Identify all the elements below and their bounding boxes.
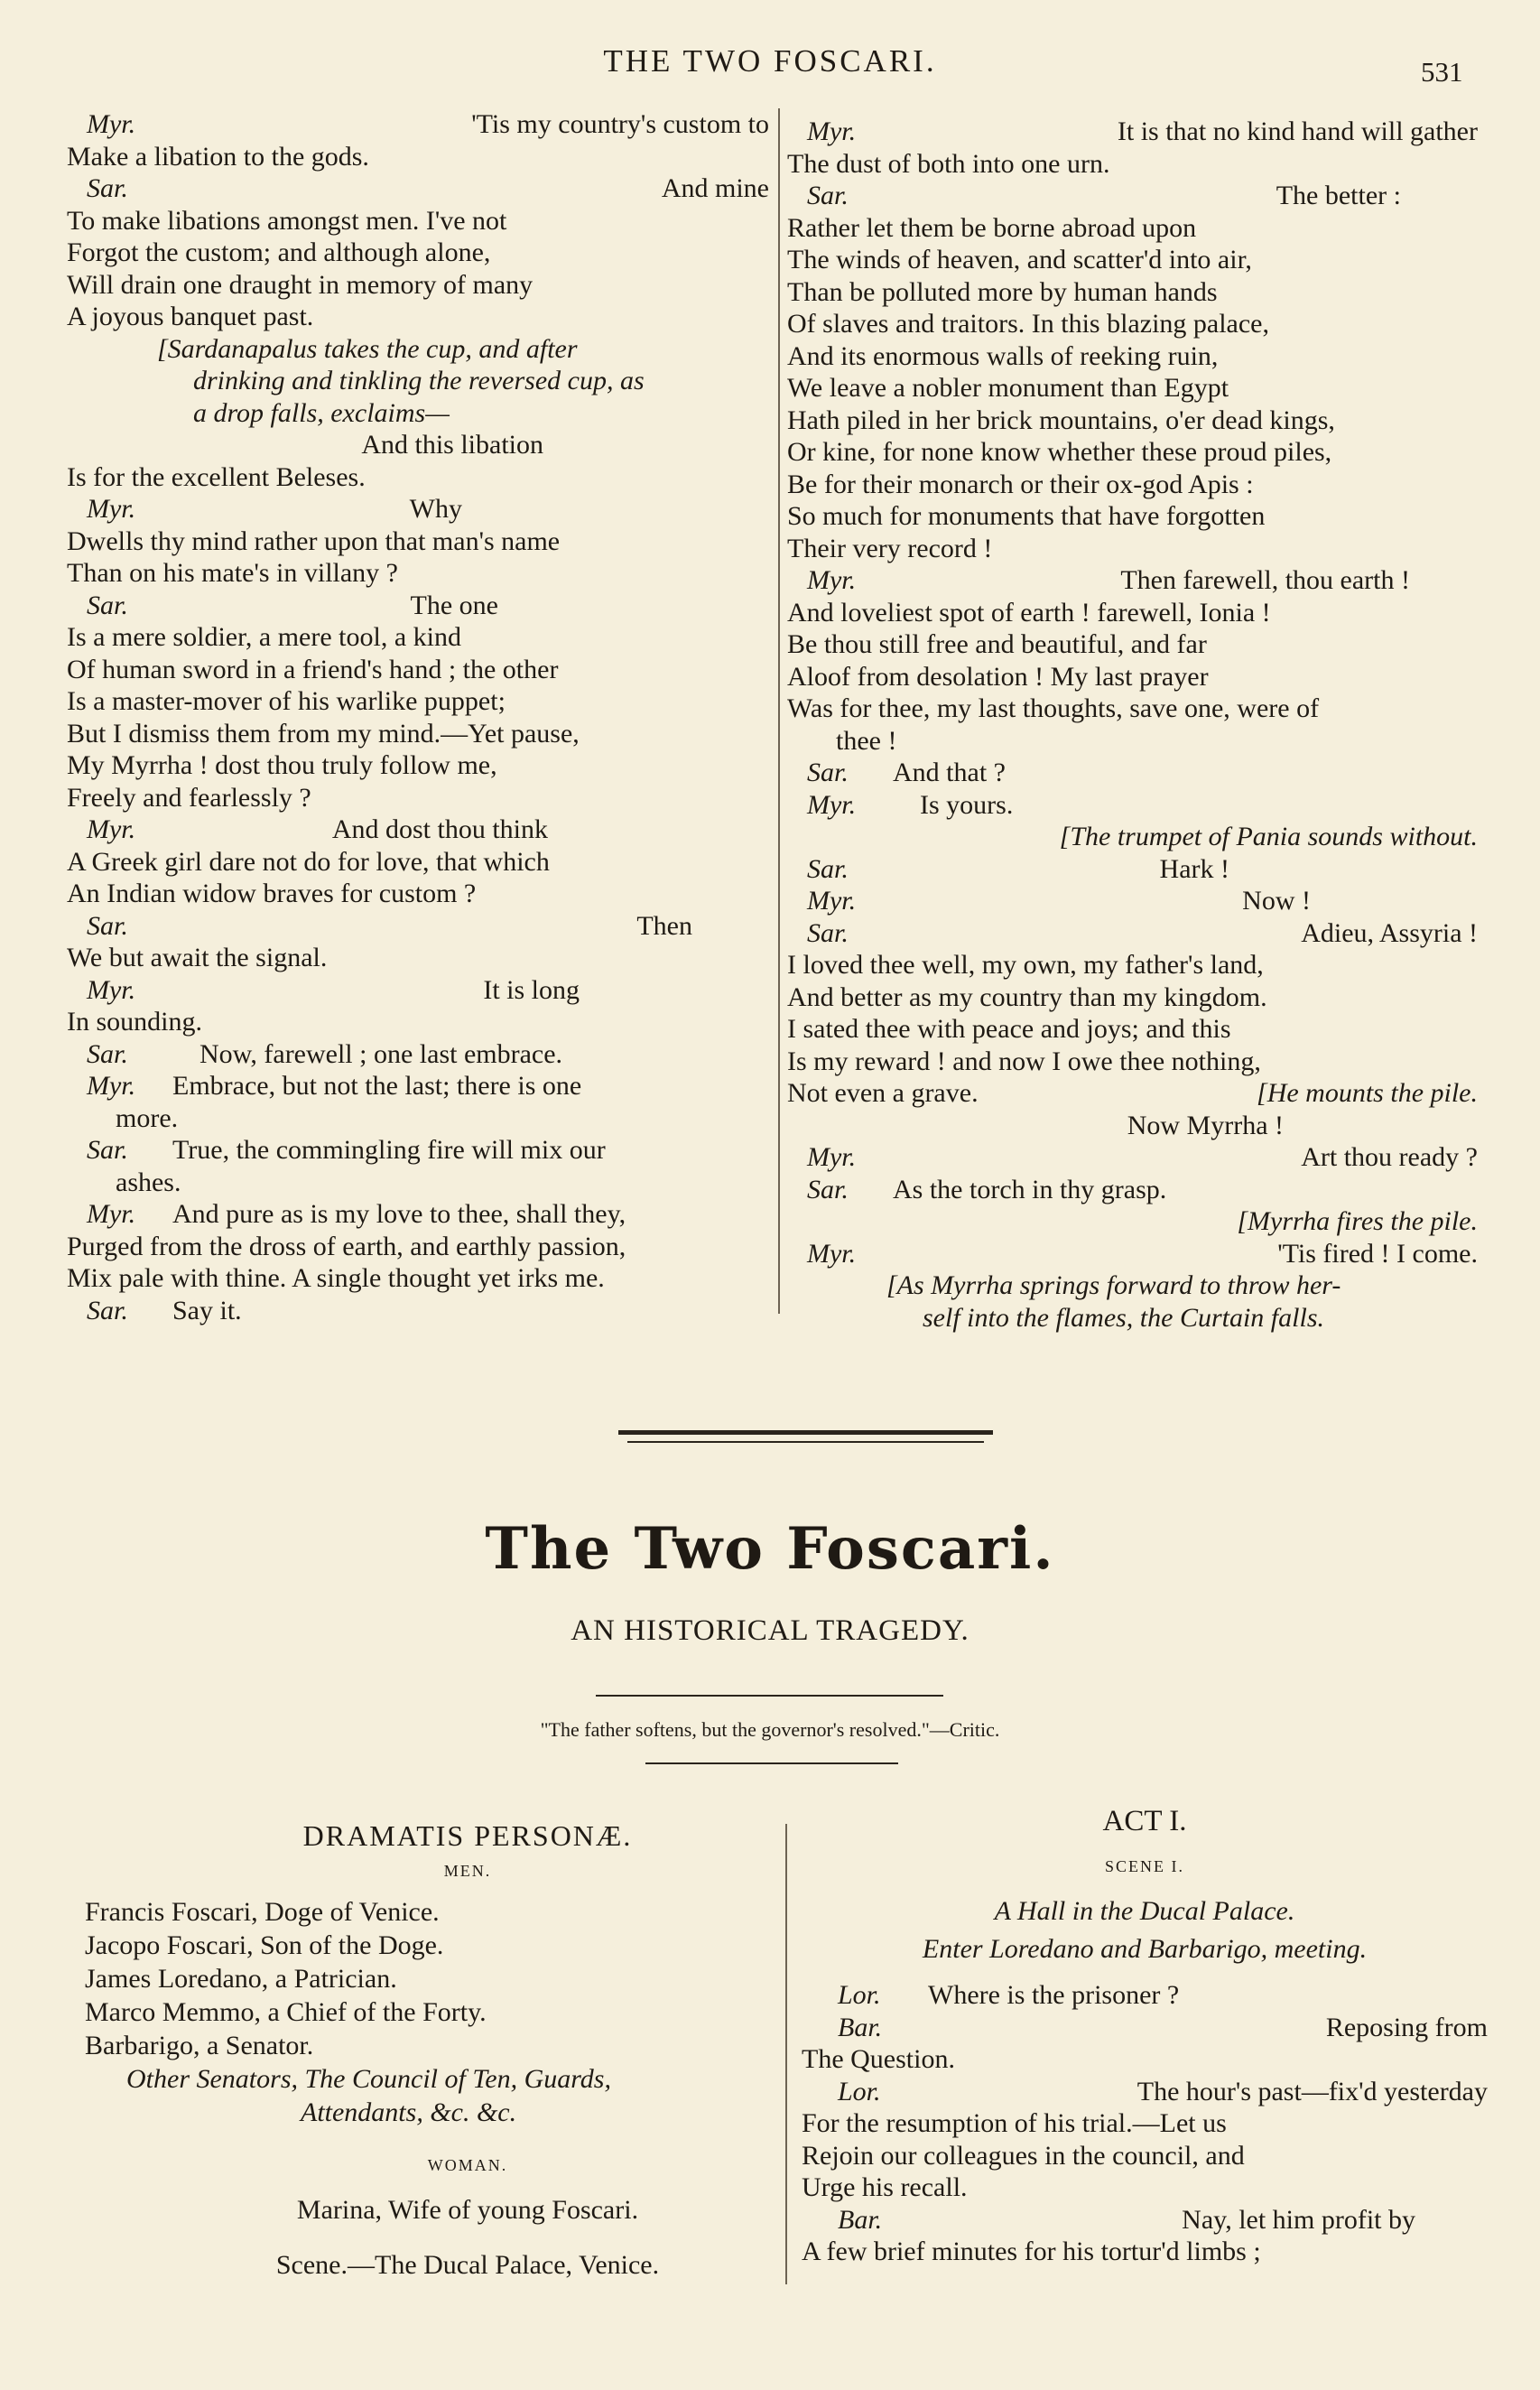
verse-text: Be thou still free and beautiful, and far — [787, 629, 1207, 659]
verse-line — [67, 1102, 769, 1135]
verse-line — [67, 269, 769, 302]
verse-line — [67, 782, 769, 814]
scene-label: SCENE I. — [1105, 1856, 1184, 1875]
play-title: The Two Foscari. — [485, 1515, 1055, 1583]
verse-line — [787, 148, 1478, 181]
speaker-name: Myr. — [807, 565, 857, 595]
men-label: MEN. — [443, 1862, 492, 1880]
speaker-name: Bar. — [838, 2204, 883, 2235]
verse-line — [787, 1077, 1478, 1110]
verse-line — [787, 1141, 1478, 1174]
verse-text: more. — [116, 1102, 179, 1133]
verse-text: We but await the signal. — [67, 943, 328, 972]
speaker-name: Myr. — [807, 789, 857, 820]
speaker-name: Sar. — [87, 1135, 128, 1165]
verse-line — [787, 1238, 1478, 1270]
verse-text: The dust of both into one urn. — [787, 148, 1110, 179]
verse-text: Aloof from desolation ! My last prayer — [787, 661, 1209, 692]
verse-line — [67, 974, 769, 1007]
verse-line — [67, 718, 769, 750]
verse-line — [787, 725, 1478, 758]
stage-direction: [Myrrha fires the pile. — [1237, 1206, 1478, 1236]
verse-text: A few brief minutes for his tortur'd limbs ; — [802, 2237, 1261, 2266]
scene-line: Scene.—The Ducal Palace, Venice. — [275, 2250, 660, 2280]
character-entry: James Loredano, a Patrician. — [85, 1964, 397, 1994]
men-list — [79, 1895, 793, 2062]
verse-text: Art thou ready ? — [1301, 1142, 1478, 1172]
verse-line — [787, 180, 1478, 212]
verse-text: And that ? — [893, 758, 1006, 787]
character-entry: Barbarigo, a Senator. — [85, 2031, 314, 2060]
verse-text: The better : — [1276, 181, 1401, 210]
verse-text: And better as my country than my kingdom. — [787, 981, 1267, 1012]
dramatis-heading: DRAMATIS PERSONÆ. — [302, 1819, 633, 1852]
verse-text: And mine — [661, 173, 769, 203]
verse-line — [67, 1038, 769, 1071]
character-entry: Francis Foscari, Doge of Venice. — [85, 1897, 440, 1927]
verse-line — [67, 1070, 769, 1102]
verse-line — [67, 365, 769, 397]
verse-text: The Question. — [802, 2044, 955, 2074]
speaker-name: Sar. — [87, 1038, 128, 1069]
verse-text: Is for the excellent Beleses. — [67, 461, 366, 492]
title-thin-rule — [627, 1441, 984, 1443]
verse-text: For the resumption of his trial.—Let us — [802, 2108, 1227, 2138]
verse-line — [67, 1295, 769, 1327]
stage-direction: drinking and tinkling the reversed cup, as — [193, 366, 645, 395]
verse-text: I loved thee well, my own, my father's land, — [787, 950, 1264, 980]
stage-direction: a drop falls, exclaims— — [193, 397, 450, 428]
verse-line — [787, 597, 1478, 629]
verse-text: We leave a nobler monument than Egypt — [787, 373, 1229, 403]
verse-line — [787, 1205, 1478, 1238]
others-line-1: Other Senators, The Council of Ten, Guards, — [126, 2064, 611, 2094]
verse-text: Urge his recall. — [802, 2172, 968, 2202]
women-label: WOMAN. — [427, 2156, 508, 2174]
verse-line — [787, 1302, 1478, 1334]
verse-text: My Myrrha ! dost thou truly follow me, — [67, 750, 497, 780]
verse-line — [802, 2076, 1488, 2108]
verse-text: Where is the prisoner ? — [928, 1980, 1180, 2010]
verse-line — [67, 654, 769, 686]
verse-line — [802, 2204, 1488, 2237]
verse-text: A Greek girl dare not do for love, that which — [67, 846, 550, 877]
verse-text: Will drain one draught in memory of many — [67, 269, 533, 300]
verse-text: Is yours. — [920, 789, 1014, 820]
verse-line — [67, 878, 769, 910]
column-divider — [778, 108, 780, 1314]
verse-line — [787, 469, 1478, 501]
verse-text: thee ! — [836, 725, 897, 756]
verse-line — [787, 789, 1478, 822]
speaker-name: Myr. — [807, 116, 857, 146]
stage-direction: [Sardanapalus takes the cup, and after — [157, 333, 578, 364]
verse-text: Then farewell, thou earth ! — [1120, 565, 1410, 595]
verse-line — [787, 1174, 1478, 1206]
verse-text: I sated thee with peace and joys; and this — [787, 1014, 1231, 1044]
verse-line — [787, 116, 1478, 148]
right-column — [787, 116, 1478, 1334]
speaker-name: Sar. — [807, 181, 849, 210]
verse-line — [787, 949, 1478, 981]
verse-text: In sounding. — [67, 1007, 202, 1037]
verse-line — [67, 1262, 769, 1295]
verse-text: Than be polluted more by human hands — [787, 276, 1218, 307]
verse-line — [787, 1046, 1478, 1078]
verse-line — [787, 628, 1478, 661]
left-column — [67, 108, 769, 1326]
speaker-name: Lor. — [838, 2076, 881, 2106]
verse-line — [787, 821, 1478, 853]
speaker-name: Sar. — [87, 910, 128, 941]
stage-direction: [As Myrrha springs forward to throw her- — [886, 1270, 1341, 1300]
speaker-name: Sar. — [807, 853, 849, 884]
play-subtitle: AN HISTORICAL TRAGEDY. — [571, 1614, 969, 1647]
verse-line — [67, 1006, 769, 1038]
verse-line — [67, 557, 769, 590]
verse-line — [787, 436, 1478, 469]
verse-line — [67, 429, 769, 461]
verse-line — [67, 205, 769, 237]
verse-text: Is a master-mover of his warlike puppet; — [67, 686, 506, 716]
verse-line — [67, 108, 769, 141]
verse-line — [67, 910, 769, 943]
verse-text: [He mounts the pile. — [1257, 1078, 1478, 1108]
verse-text: Make a libation to the gods. — [67, 141, 369, 172]
character-entry: Marina, Wife of young Foscari. — [296, 2195, 639, 2225]
motto: "The father softens, but the governor's resolved."—Critic. — [540, 1718, 1000, 1741]
verse-text: Why — [409, 494, 462, 524]
verse-line — [67, 493, 769, 525]
verse-line — [787, 276, 1478, 309]
verse-line — [67, 172, 769, 205]
verse-line — [787, 564, 1478, 597]
verse-text: Hath piled in her brick mountains, o'er dead kings, — [787, 405, 1335, 435]
verse-text: Of slaves and traitors. In this blazing palace, — [787, 309, 1269, 339]
stage-direction: self into the flames, the Curtain falls. — [923, 1302, 1324, 1333]
verse-text: Now ! — [1242, 886, 1311, 916]
scene-setting: A Hall in the Ducal Palace. — [994, 1896, 1295, 1926]
verse-line — [787, 405, 1478, 437]
verse-text: Of human sword in a friend's hand ; the other — [67, 654, 559, 684]
verse-text: Be for their monarch or their ox-god Apis : — [787, 469, 1254, 499]
verse-line — [787, 693, 1478, 725]
verse-line — [802, 2043, 1488, 2076]
verse-text: The one — [410, 590, 498, 620]
verse-text: 'Tis fired ! I come. — [1277, 1238, 1478, 1269]
verse-line — [67, 1134, 769, 1167]
verse-text: Is my reward ! and now I owe thee nothing, — [787, 1046, 1261, 1076]
speaker-name: Myr. — [87, 1199, 136, 1229]
verse-line — [802, 2171, 1488, 2204]
verse-line — [787, 533, 1478, 565]
speaker-name: Myr. — [87, 814, 136, 844]
verse-line — [67, 942, 769, 974]
verse-text: Is a mere soldier, a mere tool, a kind — [67, 622, 461, 652]
verse-text: Mix pale with thine. A single thought yet irks me. — [67, 1263, 605, 1293]
verse-text: Embrace, but not the last; there is one — [172, 1071, 582, 1101]
verse-text: Adieu, Assyria ! — [1301, 917, 1478, 948]
verse-line — [67, 333, 769, 366]
verse-line — [802, 2140, 1488, 2172]
title-double-rule — [618, 1430, 993, 1435]
verse-text: So much for monuments that have forgotten — [787, 501, 1266, 531]
act-one — [802, 1806, 1488, 2268]
verse-line — [787, 1110, 1478, 1142]
verse-line — [67, 685, 769, 718]
verse-text: Purged from the dross of earth, and earthly passion, — [67, 1231, 626, 1261]
rule-above-motto — [596, 1695, 943, 1697]
verse-text: Their very record ! — [787, 533, 993, 563]
speaker-name: Sar. — [87, 590, 128, 620]
verse-line — [787, 981, 1478, 1014]
verse-line — [67, 1198, 769, 1231]
speaker-name: Myr. — [87, 109, 136, 139]
verse-text: Now Myrrha ! — [1127, 1110, 1284, 1140]
verse-line — [67, 749, 769, 782]
verse-text: 'Tis my country's custom to — [471, 109, 769, 139]
verse-text: Nay, let him profit by — [1182, 2204, 1415, 2235]
verse-line — [787, 244, 1478, 276]
verse-text: Reposing from — [1325, 2012, 1488, 2042]
verse-line — [67, 590, 769, 622]
verse-line — [802, 2012, 1488, 2044]
verse-text: Freely and fearlessly ? — [67, 782, 311, 813]
women-list — [143, 2193, 793, 2227]
verse-text: Forgot the custom; and although alone, — [67, 237, 491, 267]
character-entry: Marco Memmo, a Chief of the Forty. — [85, 1997, 487, 2027]
verse-line — [787, 500, 1478, 533]
verse-text: It is long — [483, 974, 580, 1005]
dramatis-personae — [79, 1819, 793, 2282]
speaker-name: Myr. — [87, 494, 136, 524]
speaker-name: Myr. — [87, 974, 136, 1005]
speaker-name: Sar. — [807, 917, 849, 948]
verse-text: The winds of heaven, and scatter'd into air, — [787, 245, 1252, 274]
verse-line — [67, 301, 769, 333]
others-line-2: Attendants, &c. &c. — [301, 2097, 517, 2127]
verse-text: Rejoin our colleagues in the council, and — [802, 2140, 1245, 2171]
verse-line — [787, 1013, 1478, 1046]
speaker-name: Sar. — [807, 1174, 849, 1204]
verse-line — [67, 237, 769, 269]
verse-line — [67, 1231, 769, 1263]
speaker-name: Myr. — [807, 1142, 857, 1172]
verse-text: Or kine, for none know whether these proud piles, — [787, 437, 1332, 467]
verse-line — [67, 141, 769, 173]
verse-text: And loveliest spot of earth ! farewell, Ionia ! — [787, 597, 1271, 628]
verse-text: It is that no kind hand will gather — [1117, 116, 1478, 146]
verse-line — [787, 212, 1478, 245]
verse-line — [787, 885, 1478, 917]
verse-text: An Indian widow braves for custom ? — [67, 879, 477, 908]
verse-text: Not even a grave. — [787, 1078, 979, 1108]
speaker-name: Lor. — [838, 1980, 881, 2010]
verse-text: Was for thee, my last thoughts, save one, were of — [787, 693, 1320, 723]
running-title: THE TWO FOSCARI. — [603, 43, 937, 79]
speaker-name: Bar. — [838, 2012, 883, 2042]
verse-line — [802, 2236, 1488, 2268]
verse-text: Now, farewell ; one last embrace. — [199, 1038, 563, 1069]
speaker-name: Sar. — [807, 758, 849, 787]
verse-line — [787, 661, 1478, 693]
verse-text: And dost thou think — [331, 814, 548, 844]
verse-line — [802, 2107, 1488, 2140]
verse-text: And pure as is my love to thee, shall they, — [172, 1199, 626, 1229]
verse-text: Then — [636, 910, 692, 941]
verse-text: But I dismiss them from my mind.—Yet pause, — [67, 718, 580, 749]
verse-text: And this libation — [361, 430, 543, 460]
speaker-name: Myr. — [807, 1238, 857, 1269]
verse-text: And its enormous walls of reeking ruin, — [787, 340, 1219, 371]
verse-line — [787, 308, 1478, 340]
act-lines — [802, 1979, 1488, 2268]
verse-line — [802, 1979, 1488, 2012]
verse-line — [787, 917, 1478, 950]
page-number: 531 — [1421, 56, 1463, 88]
character-entry: Jacopo Foscari, Son of the Doge. — [85, 1930, 444, 1960]
verse-line — [787, 853, 1478, 886]
verse-line — [67, 1167, 769, 1199]
speaker-name: Sar. — [87, 173, 128, 203]
act-heading: ACT I. — [1102, 1805, 1187, 1837]
speaker-name: Myr. — [807, 886, 857, 916]
stage-direction: [The trumpet of Pania sounds without. — [1059, 822, 1478, 851]
verse-text: Hark ! — [1159, 853, 1229, 884]
verse-line — [67, 846, 769, 879]
verse-line — [67, 397, 769, 430]
verse-text: As the torch in thy grasp. — [893, 1174, 1167, 1204]
verse-line — [787, 372, 1478, 405]
verse-line — [787, 757, 1478, 789]
verse-text: True, the commingling fire will mix our — [172, 1135, 606, 1165]
verse-text: Say it. — [172, 1295, 242, 1325]
verse-text: The hour's past—fix'd yesterday — [1136, 2076, 1488, 2106]
verse-text: A joyous banquet past. — [67, 302, 314, 331]
verse-text: To make libations amongst men. I've not — [67, 205, 507, 236]
verse-line — [787, 340, 1478, 373]
verse-line — [67, 461, 769, 494]
verse-line — [67, 621, 769, 654]
verse-line — [67, 525, 769, 558]
verse-line — [67, 814, 769, 846]
verse-line — [787, 1269, 1478, 1302]
verse-text: Than on his mate's in villany ? — [67, 558, 399, 588]
verse-text: ashes. — [116, 1167, 181, 1197]
speaker-name: Myr. — [87, 1071, 136, 1101]
verse-text: Rather let them be borne abroad upon — [787, 212, 1197, 243]
bottom-column-divider — [785, 1824, 787, 2284]
stage-entrance: Enter Loredano and Barbarigo, meeting. — [922, 1933, 1368, 1964]
speaker-name: Sar. — [87, 1295, 128, 1325]
rule-below-motto — [645, 1762, 898, 1764]
verse-text: Dwells thy mind rather upon that man's name — [67, 525, 561, 556]
